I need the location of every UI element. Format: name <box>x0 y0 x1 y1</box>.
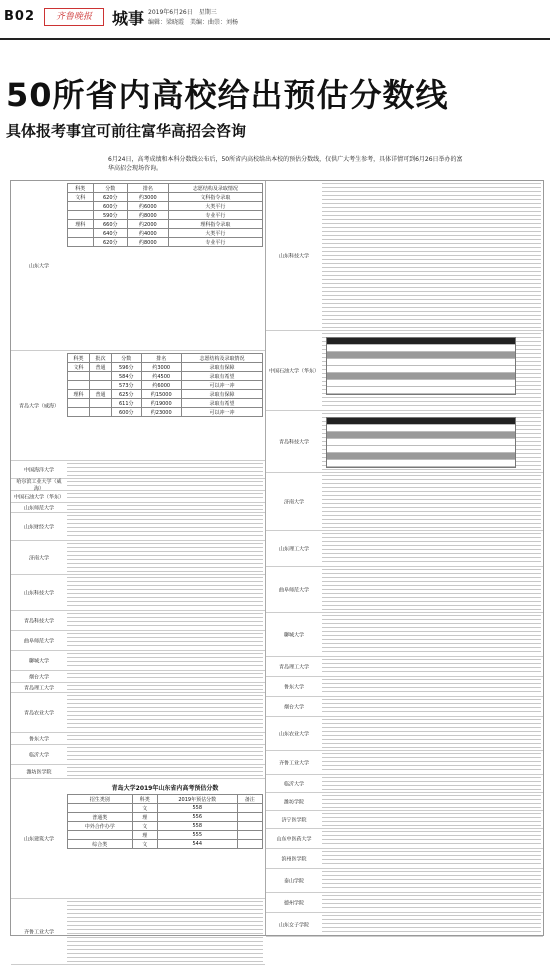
table-cell: 理 <box>132 831 157 840</box>
table-header: 排名 <box>128 184 169 193</box>
table-cell <box>68 408 90 417</box>
university-details <box>322 615 541 654</box>
university-details <box>67 685 263 690</box>
table-cell: 约8000 <box>128 211 169 220</box>
university-row <box>11 461 265 479</box>
table-row <box>327 359 515 366</box>
text-block <box>67 653 263 668</box>
table-cell: 625分 <box>111 390 141 399</box>
text-block <box>322 615 541 654</box>
university-name: 临沂大学 <box>283 781 304 787</box>
university-details <box>67 747 263 762</box>
university-row <box>11 575 265 611</box>
table-header: 分数 <box>93 184 127 193</box>
table-cell: 约15000 <box>141 390 181 399</box>
table-cell <box>68 804 133 813</box>
staff-credits: 编辑：梁晓霞 美编：曲崇：刘杨 <box>148 19 239 26</box>
table-row <box>68 220 263 229</box>
table-cell: 约2000 <box>128 220 169 229</box>
university-details <box>322 679 541 694</box>
table-cell: 约4500 <box>141 372 181 381</box>
university-row <box>11 491 265 503</box>
table-row <box>68 813 263 822</box>
university-details <box>67 613 263 628</box>
university-details <box>67 901 263 962</box>
university-row <box>11 181 265 351</box>
university-row <box>266 181 543 331</box>
table-cell: 文科 <box>68 363 90 372</box>
university-row <box>266 793 543 811</box>
right-column <box>266 181 543 935</box>
table-cell: 普通 <box>89 363 111 372</box>
masthead <box>0 0 550 40</box>
lead-paragraph: 6月24日，高考成绩和本科分数线公布后，50所省内高校给出本校的预估分数线，仅供广大考生参考，具体详情可到6月26日举办的富华高招会现场咨询。 <box>108 156 463 172</box>
newspaper-logo: 齐鲁晚报 <box>44 8 104 26</box>
university-details <box>322 813 541 826</box>
table-row <box>68 399 263 408</box>
table-cell: 611分 <box>111 399 141 408</box>
university-row <box>266 613 543 657</box>
university-details <box>322 871 541 890</box>
text-block <box>322 895 541 910</box>
score-grid <box>10 180 544 936</box>
score-table <box>67 183 263 247</box>
university-name: 齐鲁工业大学 <box>278 760 309 766</box>
text-block <box>67 493 263 500</box>
table-cell: 600分 <box>93 202 127 211</box>
table-title: 青岛大学2019年山东省内高考预估分数 <box>111 785 219 792</box>
table-row <box>327 345 515 352</box>
left-column <box>11 181 266 935</box>
university-name: 临沂大学 <box>28 752 49 758</box>
text-block <box>67 901 263 962</box>
table-row <box>68 211 263 220</box>
table-row <box>327 460 515 467</box>
university-row <box>266 657 543 677</box>
text-block <box>67 463 263 476</box>
university-name: 山东大学 <box>28 263 49 269</box>
university-details <box>322 699 541 714</box>
table-cell: 544 <box>157 840 237 849</box>
table-row <box>327 387 515 394</box>
table-cell: 640分 <box>93 229 127 238</box>
university-row <box>11 351 265 461</box>
university-details <box>67 781 263 896</box>
university-row <box>266 567 543 613</box>
university-details <box>67 505 263 510</box>
university-name: 潍坊医学院 <box>26 769 52 775</box>
university-details <box>322 753 541 772</box>
table-cell: 596分 <box>111 363 141 372</box>
university-row <box>266 913 543 937</box>
table-cell: 约3000 <box>128 193 169 202</box>
table-cell <box>89 372 111 381</box>
text-block <box>67 735 263 742</box>
university-name: 山东科技大学 <box>23 590 54 596</box>
text-block <box>322 777 541 790</box>
table-cell: 专业平行 <box>168 238 262 247</box>
table-cell <box>68 229 94 238</box>
university-row <box>11 611 265 631</box>
table-cell: 普通 <box>89 390 111 399</box>
university-row <box>11 541 265 575</box>
university-name: 山东建筑大学 <box>23 836 54 842</box>
university-name: 哈尔滨工业大学（威海） <box>16 478 62 492</box>
university-details <box>322 475 541 528</box>
table-cell <box>68 238 94 247</box>
table-header: 2019年预估分数 <box>157 795 237 804</box>
table-row <box>327 425 515 432</box>
table-row <box>327 453 515 460</box>
issue-date: 2019年6月26日 星期三 <box>148 9 217 16</box>
table-cell: 专业平行 <box>168 211 262 220</box>
university-row <box>11 745 265 765</box>
table-header: 备注 <box>237 795 262 804</box>
table-cell: 理科 <box>68 390 90 399</box>
university-row <box>11 671 265 683</box>
text-block <box>67 673 263 680</box>
table-header: 科类 <box>132 795 157 804</box>
score-table <box>67 794 263 849</box>
table-cell: 文 <box>132 804 157 813</box>
table-cell: 可以冲一冲 <box>181 381 262 390</box>
table-cell: 理科指令录取 <box>168 220 262 229</box>
table-cell: 理科 <box>68 220 94 229</box>
university-row <box>11 899 265 965</box>
table-cell: 556 <box>157 813 237 822</box>
text-block <box>67 577 263 608</box>
university-details <box>322 795 541 808</box>
text-block <box>322 183 541 328</box>
university-details <box>67 515 263 538</box>
table-row <box>327 446 515 453</box>
university-name: 中国石油大学（华东） <box>13 494 64 500</box>
table-header: 科类 <box>68 354 90 363</box>
table-cell <box>237 804 262 813</box>
university-row <box>266 473 543 531</box>
table-header: 批次 <box>89 354 111 363</box>
text-block <box>322 915 541 934</box>
university-name: 青岛大学（威海） <box>18 403 59 409</box>
table-row <box>68 390 263 399</box>
table-header: 科类 <box>68 184 94 193</box>
table-cell: 录取有希望 <box>181 372 262 381</box>
university-name: 滨州医学院 <box>281 856 307 862</box>
text-block <box>67 747 263 762</box>
university-row <box>266 331 543 411</box>
university-row <box>266 717 543 751</box>
table-cell: 约23000 <box>141 408 181 417</box>
university-details <box>67 183 263 348</box>
university-name: 山东农业大学 <box>278 731 309 737</box>
table-cell <box>237 831 262 840</box>
table-cell: 理 <box>132 813 157 822</box>
university-details <box>67 695 263 730</box>
university-row <box>266 893 543 913</box>
table-cell <box>68 202 94 211</box>
table-cell: 文科指令录取 <box>168 193 262 202</box>
university-row <box>11 733 265 745</box>
table-cell: 录取有保障 <box>181 390 262 399</box>
text-block <box>322 753 541 772</box>
text-block <box>67 695 263 730</box>
table-cell: 中外合作办学 <box>68 822 133 831</box>
page-number: B02 <box>4 9 35 24</box>
university-details <box>67 633 263 648</box>
table-cell <box>89 399 111 408</box>
university-details <box>67 735 263 742</box>
table-row <box>68 372 263 381</box>
table-cell: 文 <box>132 840 157 849</box>
university-name: 鲁东大学 <box>283 684 304 690</box>
score-table-image <box>326 337 516 395</box>
university-details <box>322 659 541 674</box>
table-cell <box>89 381 111 390</box>
table-cell: 约6000 <box>128 202 169 211</box>
table-cell <box>237 813 262 822</box>
table-cell <box>68 211 94 220</box>
university-name: 齐鲁工业大学 <box>23 929 54 935</box>
table-cell: 约6000 <box>141 381 181 390</box>
university-row <box>11 479 265 491</box>
table-cell: 大类平行 <box>168 229 262 238</box>
university-details <box>322 569 541 610</box>
university-details <box>67 577 263 608</box>
university-name: 潍坊学院 <box>283 799 304 805</box>
text-block <box>322 851 541 866</box>
score-table <box>67 353 263 417</box>
university-row <box>266 751 543 775</box>
university-details <box>322 533 541 564</box>
table-cell: 约19000 <box>141 399 181 408</box>
table-cell <box>89 408 111 417</box>
university-name: 济南大学 <box>283 499 304 505</box>
university-row <box>266 531 543 567</box>
university-name: 曲阜师范大学 <box>278 587 309 593</box>
table-cell: 600分 <box>111 408 141 417</box>
university-details <box>322 895 541 910</box>
table-row <box>68 840 263 849</box>
university-name: 烟台大学 <box>283 704 304 710</box>
university-name: 鲁东大学 <box>28 736 49 742</box>
university-row <box>11 693 265 733</box>
university-details <box>322 719 541 748</box>
text-block <box>322 871 541 890</box>
table-cell: 620分 <box>93 238 127 247</box>
table-row <box>68 381 263 390</box>
text-block <box>67 505 263 510</box>
table-cell: 约8000 <box>128 238 169 247</box>
table-cell: 573分 <box>111 381 141 390</box>
table-cell <box>237 822 262 831</box>
university-row <box>11 651 265 671</box>
table-header: 分数 <box>111 354 141 363</box>
text-block <box>322 659 541 674</box>
table-cell <box>68 831 133 840</box>
table-cell: 620分 <box>93 193 127 202</box>
university-row <box>266 697 543 717</box>
university-name: 聊城大学 <box>283 632 304 638</box>
university-details <box>67 463 263 476</box>
university-row <box>266 869 543 893</box>
university-row <box>11 631 265 651</box>
university-name: 山东师范大学 <box>23 505 54 511</box>
table-row <box>327 338 515 345</box>
table-header: 排名 <box>141 354 181 363</box>
university-name: 德州学院 <box>283 900 304 906</box>
table-cell <box>68 381 90 390</box>
table-row <box>327 439 515 446</box>
section-title: 城事 <box>112 9 145 28</box>
headline: 50所省内高校给出预估分数线 <box>6 76 449 114</box>
text-block <box>322 719 541 748</box>
university-details <box>322 333 541 408</box>
university-name: 聊城大学 <box>28 658 49 664</box>
university-name: 济南大学 <box>28 555 49 561</box>
university-details <box>67 767 263 776</box>
table-cell: 大类平行 <box>168 202 262 211</box>
text-block <box>67 685 263 690</box>
university-details <box>67 493 263 500</box>
university-name: 济宁医学院 <box>281 817 307 823</box>
university-row <box>11 765 265 779</box>
table-row <box>68 408 263 417</box>
table-row <box>327 352 515 359</box>
text-block <box>322 699 541 714</box>
university-name: 青岛理工大学 <box>23 685 54 691</box>
table-header: 志愿结构及录取情况 <box>168 184 262 193</box>
university-details <box>67 543 263 572</box>
table-row <box>327 418 515 425</box>
university-name: 青岛科技大学 <box>278 439 309 445</box>
table-row <box>68 193 263 202</box>
table-header: 志愿结构及录取情况 <box>181 354 262 363</box>
table-cell: 可以冲一冲 <box>181 408 262 417</box>
university-row <box>11 683 265 693</box>
subheadline: 具体报考事宜可前往富华高招会咨询 <box>6 122 247 140</box>
table-cell: 约4000 <box>128 229 169 238</box>
university-name: 曲阜师范大学 <box>23 638 54 644</box>
university-name: 青岛农业大学 <box>23 710 54 716</box>
table-row <box>68 202 263 211</box>
university-details <box>67 653 263 668</box>
text-block <box>67 515 263 538</box>
table-row <box>327 432 515 439</box>
table-cell <box>237 840 262 849</box>
university-details <box>322 915 541 934</box>
table-header: 招生类别 <box>68 795 133 804</box>
table-cell: 558 <box>157 804 237 813</box>
university-name: 山东理工大学 <box>278 546 309 552</box>
university-details <box>322 851 541 866</box>
university-name: 山东财经大学 <box>23 524 54 530</box>
university-details <box>322 183 541 328</box>
table-cell: 普通类 <box>68 813 133 822</box>
university-details <box>322 413 541 470</box>
university-row <box>11 513 265 541</box>
university-row <box>266 411 543 473</box>
table-row <box>68 822 263 831</box>
table-cell <box>68 372 90 381</box>
university-name: 中国海洋大学 <box>23 467 54 473</box>
table-row <box>327 366 515 373</box>
university-name: 青岛理工大学 <box>278 664 309 670</box>
university-row <box>266 811 543 829</box>
text-block <box>67 767 263 776</box>
text-block <box>322 475 541 528</box>
table-cell: 录取有保障 <box>181 363 262 372</box>
table-cell: 综合类 <box>68 840 133 849</box>
table-row <box>68 831 263 840</box>
text-block <box>67 613 263 628</box>
table-row <box>68 229 263 238</box>
university-name: 山东女子学院 <box>278 922 309 928</box>
university-details <box>322 831 541 846</box>
university-details <box>67 353 263 458</box>
text-block <box>322 795 541 808</box>
university-row <box>11 779 265 899</box>
text-block <box>322 569 541 610</box>
table-cell: 555 <box>157 831 237 840</box>
university-details <box>67 673 263 680</box>
university-name: 泰山学院 <box>283 878 304 884</box>
table-cell: 590分 <box>93 211 127 220</box>
table-row <box>68 804 263 813</box>
table-cell: 文科 <box>68 193 94 202</box>
table-cell: 文 <box>132 822 157 831</box>
university-row <box>266 829 543 849</box>
text-block <box>67 633 263 648</box>
text-block <box>67 481 263 488</box>
table-cell: 558 <box>157 822 237 831</box>
university-name: 青岛科技大学 <box>23 618 54 624</box>
university-name: 山东中医药大学 <box>276 836 312 842</box>
university-row <box>11 503 265 513</box>
text-block <box>322 813 541 826</box>
score-table-image <box>326 417 516 468</box>
table-cell: 录取有希望 <box>181 399 262 408</box>
table-cell: 660分 <box>93 220 127 229</box>
text-block <box>322 679 541 694</box>
university-row <box>266 849 543 869</box>
university-name: 山东科技大学 <box>278 253 309 259</box>
table-row <box>68 238 263 247</box>
table-cell: 约3000 <box>141 363 181 372</box>
text-block <box>322 831 541 846</box>
university-row <box>266 775 543 793</box>
table-row <box>327 373 515 380</box>
university-details <box>322 777 541 790</box>
table-cell <box>68 399 90 408</box>
university-name: 烟台大学 <box>28 674 49 680</box>
table-row <box>68 363 263 372</box>
text-block <box>322 533 541 564</box>
university-details <box>67 481 263 488</box>
table-row <box>327 380 515 387</box>
university-name: 中国石油大学（华东） <box>268 368 319 374</box>
table-cell: 584分 <box>111 372 141 381</box>
university-row <box>266 677 543 697</box>
text-block <box>67 543 263 572</box>
